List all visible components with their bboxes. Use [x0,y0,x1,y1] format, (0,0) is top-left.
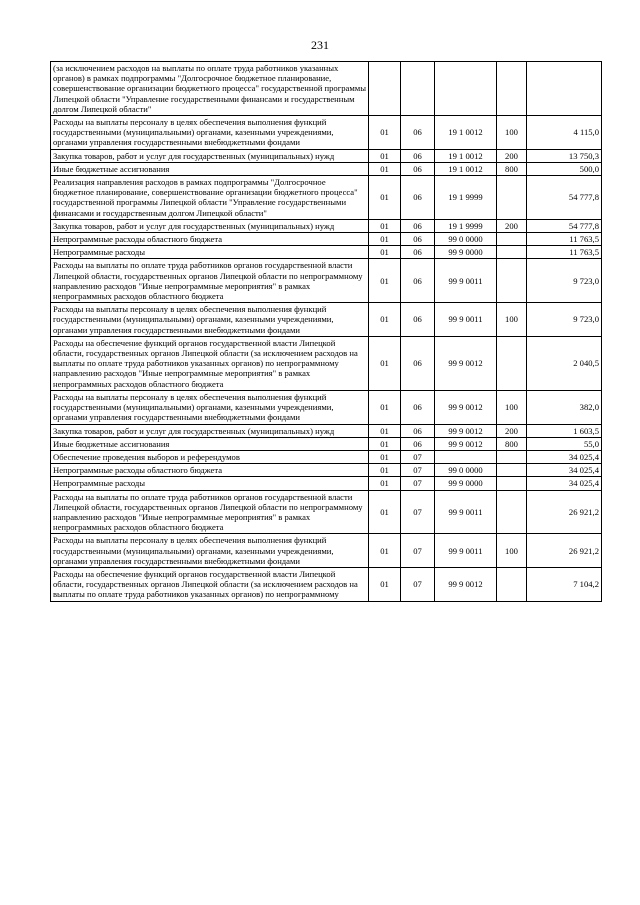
row-amount: 2 040,5 [527,336,602,390]
row-expense-type-code: 100 [497,116,527,150]
row-subsection-code: 07 [401,490,435,534]
row-amount: 34 025,4 [527,464,602,477]
table-row [51,149,602,162]
row-target-article-code: 19 1 0012 [435,162,497,175]
row-section-code: 01 [369,390,401,424]
row-subsection-code: 06 [401,233,435,246]
row-amount: 54 777,8 [527,176,602,220]
row-description: Расходы на выплаты персоналу в целях обеспечения выполнения функций государственными (муниципальными) органами, казенными учреждениями, органами управления государственными внебюджетными фондами [51,390,369,424]
row-section-code: 01 [369,162,401,175]
row-amount: 34 025,4 [527,450,602,463]
row-target-article-code: 99 0 0000 [435,464,497,477]
row-subsection-code: 06 [401,424,435,437]
table-row [51,490,602,534]
page-number: 231 [311,38,329,52]
table-row [51,176,602,220]
row-subsection-code: 06 [401,176,435,220]
row-expense-type-code [497,464,527,477]
row-target-article-code [435,450,497,463]
row-expense-type-code [497,450,527,463]
row-amount: 54 777,8 [527,219,602,232]
table-row [51,424,602,437]
row-expense-type-code: 800 [497,437,527,450]
row-subsection-code: 07 [401,477,435,490]
row-target-article-code: 99 9 0000 [435,477,497,490]
row-expense-type-code: 800 [497,162,527,175]
row-expense-type-code: 100 [497,390,527,424]
row-expense-type-code [497,176,527,220]
row-section-code: 01 [369,303,401,337]
row-description: Закупка товаров, работ и услуг для государственных (муниципальных) нужд [51,424,369,437]
row-subsection-code: 07 [401,534,435,568]
row-description: Непрограммные расходы [51,246,369,259]
row-amount: 7 104,2 [527,567,602,601]
row-section-code: 01 [369,450,401,463]
row-subsection-code: 06 [401,259,435,303]
row-amount: 11 763,5 [527,246,602,259]
row-subsection-code: 06 [401,149,435,162]
row-description: Непрограммные расходы [51,477,369,490]
row-expense-type-code: 100 [497,303,527,337]
row-amount: 26 921,2 [527,490,602,534]
row-amount: 55,0 [527,437,602,450]
row-subsection-code: 06 [401,437,435,450]
table-row [51,437,602,450]
row-description: Расходы на выплаты персоналу в целях обеспечения выполнения функций государственными (муниципальными) органами, казенными учреждениями, органами управления государственными внебюджетными фондами [51,116,369,150]
row-section-code: 01 [369,233,401,246]
row-subsection-code: 06 [401,336,435,390]
row-section-code: 01 [369,490,401,534]
row-target-article-code: 19 1 0012 [435,116,497,150]
row-target-article-code: 19 1 0012 [435,149,497,162]
row-expense-type-code [497,62,527,116]
row-description: Обеспечение проведения выборов и референдумов [51,450,369,463]
row-description: Расходы на выплаты персоналу в целях обеспечения выполнения функций государственными (муниципальными) органами, казенными учреждениями, органами управления государственными внебюджетными фондами [51,534,369,568]
row-subsection-code: 06 [401,162,435,175]
row-description: Иные бюджетные ассигнования [51,437,369,450]
table-row [51,303,602,337]
table-row [51,62,602,116]
row-target-article-code: 99 9 0011 [435,490,497,534]
row-section-code: 01 [369,464,401,477]
row-description: Реализация направления расходов в рамках подпрограммы "Долгосрочное бюджетное планирование, совершенствование организации бюджетного процесса" государственной программы Липецкой области "Управление государственными финансами и государственным долгом Липецкой области" [51,176,369,220]
row-section-code: 01 [369,424,401,437]
table-row [51,259,602,303]
row-subsection-code: 06 [401,303,435,337]
table-row [51,162,602,175]
row-expense-type-code [497,490,527,534]
row-section-code: 01 [369,149,401,162]
row-section-code: 01 [369,246,401,259]
row-section-code [369,62,401,116]
row-target-article-code: 99 9 0012 [435,336,497,390]
row-section-code: 01 [369,176,401,220]
row-section-code: 01 [369,219,401,232]
table-row [51,477,602,490]
row-expense-type-code [497,477,527,490]
row-amount: 26 921,2 [527,534,602,568]
row-section-code: 01 [369,336,401,390]
row-target-article-code: 99 9 0012 [435,437,497,450]
row-subsection-code: 07 [401,464,435,477]
row-expense-type-code [497,246,527,259]
row-target-article-code: 99 9 0000 [435,246,497,259]
row-amount: 382,0 [527,390,602,424]
row-subsection-code: 06 [401,116,435,150]
row-description: (за исключением расходов на выплаты по оплате труда работников указанных органов) в рамках подпрограммы "Долгосрочное бюджетное планирование, совершенствование организации бюджетного процесса" государственной программы Липецкой области "Управление государственными финансами и государственным долгом Липецкой области" [51,62,369,116]
table-row [51,464,602,477]
row-subsection-code: 06 [401,390,435,424]
row-target-article-code: 99 9 0012 [435,424,497,437]
row-subsection-code: 07 [401,450,435,463]
row-target-article-code: 99 9 0012 [435,567,497,601]
row-subsection-code: 07 [401,567,435,601]
row-target-article-code: 19 1 9999 [435,176,497,220]
row-expense-type-code: 200 [497,424,527,437]
row-amount: 34 025,4 [527,477,602,490]
row-expense-type-code: 100 [497,534,527,568]
table-row [51,534,602,568]
row-description: Иные бюджетные ассигнования [51,162,369,175]
row-expense-type-code [497,567,527,601]
row-target-article-code: 99 9 0011 [435,303,497,337]
row-description: Закупка товаров, работ и услуг для государственных (муниципальных) нужд [51,149,369,162]
row-section-code: 01 [369,116,401,150]
row-description: Закупка товаров, работ и услуг для государственных (муниципальных) нужд [51,219,369,232]
row-description: Непрограммные расходы областного бюджета [51,464,369,477]
row-expense-type-code [497,259,527,303]
table-row [51,390,602,424]
budget-table [50,61,602,602]
table-row [51,336,602,390]
row-description: Расходы на выплаты по оплате труда работников органов государственной власти Липецкой области, государственных органов Липецкой области по непрограммному направлению расходов "Иные непрограммные мероприятия" в рамках непрограммных расходов областного бюджета [51,259,369,303]
table-row [51,219,602,232]
row-target-article-code: 99 0 0000 [435,233,497,246]
row-section-code: 01 [369,437,401,450]
row-subsection-code [401,62,435,116]
table-row [51,567,602,601]
row-expense-type-code: 200 [497,219,527,232]
row-section-code: 01 [369,534,401,568]
row-target-article-code [435,62,497,116]
row-amount: 4 115,0 [527,116,602,150]
table-row [51,116,602,150]
row-description: Непрограммные расходы областного бюджета [51,233,369,246]
row-subsection-code: 06 [401,219,435,232]
row-section-code: 01 [369,477,401,490]
row-expense-type-code [497,233,527,246]
table-row [51,246,602,259]
row-section-code: 01 [369,259,401,303]
row-target-article-code: 19 1 9999 [435,219,497,232]
row-target-article-code: 99 9 0011 [435,259,497,303]
row-target-article-code: 99 9 0012 [435,390,497,424]
row-description: Расходы на обеспечение функций органов государственной власти Липецкой области, государственных органов Липецкой области (за исключением расходов на выплаты по оплате труда работников указанных органов) по непрограммному направлению расходов "Иные непрограммные мероприятия" в рамках непрограммных расходов областного бюджета [51,336,369,390]
row-target-article-code: 99 9 0011 [435,534,497,568]
row-amount [527,62,602,116]
row-amount: 9 723,0 [527,259,602,303]
row-section-code: 01 [369,567,401,601]
row-amount: 13 750,3 [527,149,602,162]
budget-table-body [51,62,602,602]
row-expense-type-code: 200 [497,149,527,162]
row-description: Расходы на выплаты по оплате труда работников органов государственной власти Липецкой области, государственных органов Липецкой области по непрограммному направлению расходов "Иные непрограммные мероприятия" в рамках непрограммных расходов областного бюджета [51,490,369,534]
table-row [51,233,602,246]
row-subsection-code: 06 [401,246,435,259]
row-amount: 1 603,5 [527,424,602,437]
row-amount: 500,0 [527,162,602,175]
row-expense-type-code [497,336,527,390]
table-row [51,450,602,463]
row-amount: 11 763,5 [527,233,602,246]
row-amount: 9 723,0 [527,303,602,337]
row-description: Расходы на выплаты персоналу в целях обеспечения выполнения функций государственными (муниципальными) органами, казенными учреждениями, органами управления государственными внебюджетными фондами [51,303,369,337]
row-description: Расходы на обеспечение функций органов государственной власти Липецкой области, государственных органов Липецкой области (за исключением расходов на выплаты по оплате труда работников указанных органов) по непрограммному [51,567,369,601]
